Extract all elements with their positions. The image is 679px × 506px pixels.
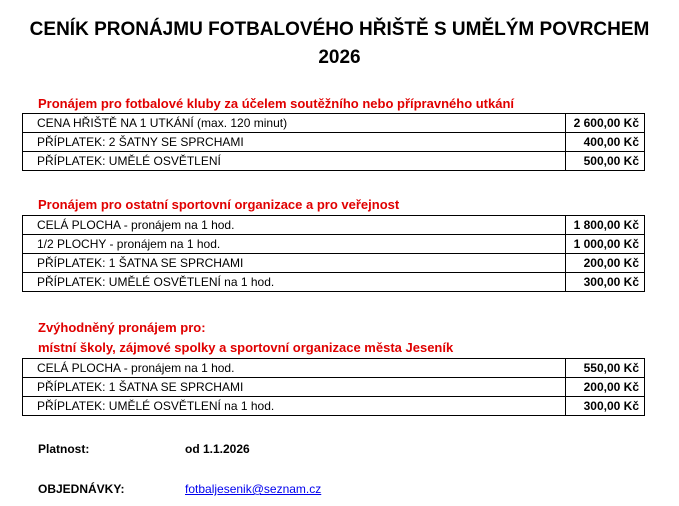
item-name: CENA HŘIŠTĚ NA 1 UTKÁNÍ (max. 120 minut) [23,114,566,133]
section-heading-discount: Zvýhodněný pronájem pro: [38,320,206,335]
table-row [23,235,645,254]
table-row [23,216,645,235]
item-price: 1 800,00 Kč [566,216,645,235]
item-name: PŘÍPLATEK: UMĚLÉ OSVĚTLENÍ [23,152,566,171]
table-row [23,273,645,292]
page-title-year: 2026 [318,47,361,68]
table-row [23,359,645,378]
item-name: PŘÍPLATEK: UMĚLÉ OSVĚTLENÍ na 1 hod. [23,397,566,416]
item-price: 550,00 Kč [566,359,645,378]
price-table-public [22,215,645,292]
table-row [23,254,645,273]
validity-value: od 1.1.2026 [185,442,250,456]
item-name: 1/2 PLOCHY - pronájem na 1 hod. [23,235,566,254]
section-heading-clubs: Pronájem pro fotbalové kluby za účelem soutěžního nebo přípravného utkání [38,96,515,111]
table-row [23,378,645,397]
item-name: CELÁ PLOCHA - pronájem na 1 hod. [23,216,566,235]
item-price: 300,00 Kč [566,397,645,416]
orders-label: OBJEDNÁVKY: [38,482,125,496]
table-row [23,152,645,171]
item-price: 300,00 Kč [566,273,645,292]
page-title: CENÍK PRONÁJMU FOTBALOVÉHO HŘIŠTĚ S UMĚLÝM POVRCHEM [29,19,650,40]
item-name: CELÁ PLOCHA - pronájem na 1 hod. [23,359,566,378]
item-price: 2 600,00 Kč [566,114,645,133]
item-price: 500,00 Kč [566,152,645,171]
item-price: 200,00 Kč [566,254,645,273]
item-price: 400,00 Kč [566,133,645,152]
item-price: 1 000,00 Kč [566,235,645,254]
section-heading-public: Pronájem pro ostatní sportovní organizace a pro veřejnost [38,197,400,212]
item-name: PŘÍPLATEK: 2 ŠATNY SE SPRCHAMI [23,133,566,152]
section-subheading-discount: místní školy, zájmové spolky a sportovní organizace města Jeseník [38,340,454,355]
price-table-discount [22,358,645,416]
price-table-clubs [22,113,645,171]
item-name: PŘÍPLATEK: 1 ŠATNA SE SPRCHAMI [23,378,566,397]
item-name: PŘÍPLATEK: UMĚLÉ OSVĚTLENÍ na 1 hod. [23,273,566,292]
item-price: 200,00 Kč [566,378,645,397]
table-row [23,114,645,133]
orders-email-link[interactable]: fotbaljesenik@seznam.cz [185,482,322,496]
item-name: PŘÍPLATEK: 1 ŠATNA SE SPRCHAMI [23,254,566,273]
table-row [23,133,645,152]
table-row [23,397,645,416]
validity-label: Platnost: [38,442,90,456]
